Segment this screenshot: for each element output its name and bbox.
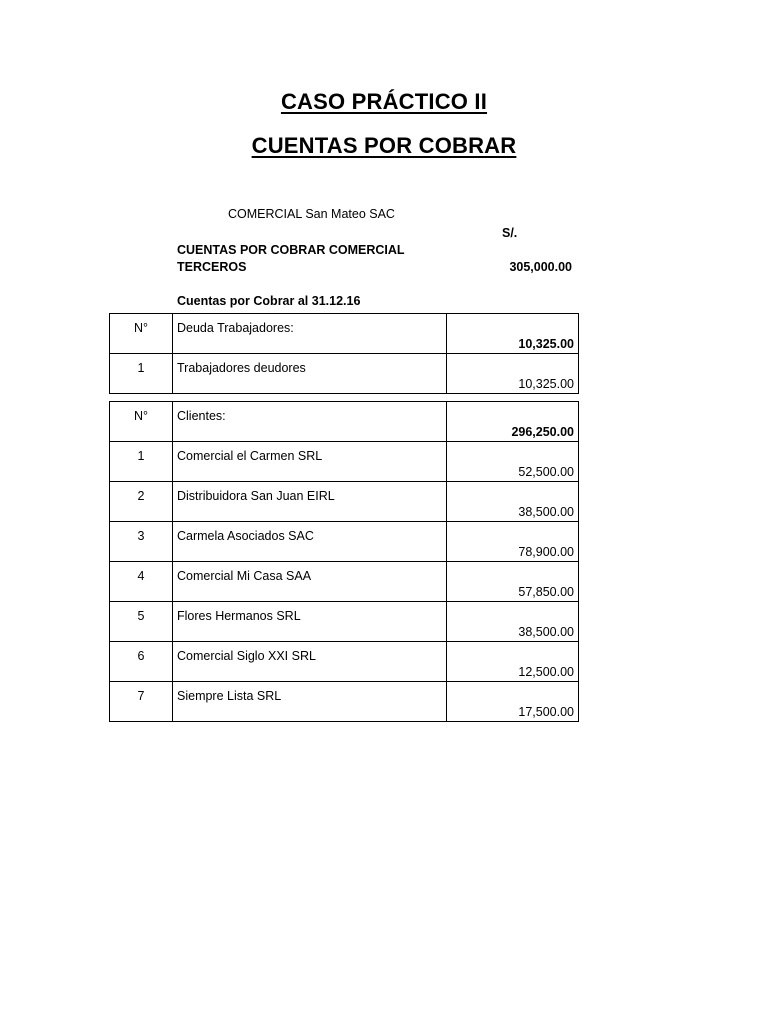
table-row <box>110 354 579 394</box>
row-label: Siempre Lista SRL <box>173 682 447 722</box>
header-number: N° <box>110 314 173 354</box>
row-label: Carmela Asociados SAC <box>173 522 447 562</box>
header-total-amount: 296,250.00 <box>447 402 579 442</box>
workers-debt-table <box>109 313 579 394</box>
row-amount: 38,500.00 <box>447 602 579 642</box>
row-number: 1 <box>110 442 173 482</box>
row-amount: 57,850.00 <box>447 562 579 602</box>
header-label: Deuda Trabajadores: <box>173 314 447 354</box>
row-amount: 12,500.00 <box>447 642 579 682</box>
row-label: Comercial Mi Casa SAA <box>173 562 447 602</box>
row-amount: 78,900.00 <box>447 522 579 562</box>
row-label: Comercial el Carmen SRL <box>173 442 447 482</box>
clients-table <box>109 401 579 722</box>
document-title: CASO PRÁCTICO II <box>280 89 488 114</box>
header-label: Clientes: <box>173 402 447 442</box>
header-total-amount: 10,325.00 <box>447 314 579 354</box>
company-name: COMERCIAL San Mateo SAC <box>228 207 395 221</box>
row-amount: 17,500.00 <box>447 682 579 722</box>
row-amount: 52,500.00 <box>447 442 579 482</box>
document-subtitle: CUENTAS POR COBRAR <box>251 133 517 158</box>
table-row <box>110 522 579 562</box>
header-number: N° <box>110 402 173 442</box>
section-subtitle: Cuentas por Cobrar al 31.12.16 <box>177 294 361 308</box>
row-amount: 10,325.00 <box>447 354 579 394</box>
account-label-line2: TERCEROS <box>177 260 247 274</box>
row-number: 4 <box>110 562 173 602</box>
row-number: 3 <box>110 522 173 562</box>
row-number: 1 <box>110 354 173 394</box>
row-number: 2 <box>110 482 173 522</box>
currency-label: S/. <box>502 226 518 240</box>
row-label: Distribuidora San Juan EIRL <box>173 482 447 522</box>
row-number: 7 <box>110 682 173 722</box>
row-amount: 38,500.00 <box>447 482 579 522</box>
table-row <box>110 682 579 722</box>
row-label: Trabajadores deudores <box>173 354 447 394</box>
table-header-row <box>110 314 579 354</box>
account-label-line1: CUENTAS POR COBRAR COMERCIAL <box>177 243 405 257</box>
table-row <box>110 482 579 522</box>
table-row <box>110 442 579 482</box>
row-label: Comercial Siglo XXI SRL <box>173 642 447 682</box>
row-number: 6 <box>110 642 173 682</box>
account-total-amount: 305,000.00 <box>509 260 572 274</box>
row-number: 5 <box>110 602 173 642</box>
table-row <box>110 562 579 602</box>
workers-table-body <box>110 314 579 394</box>
row-label: Flores Hermanos SRL <box>173 602 447 642</box>
clients-table-body <box>110 402 579 722</box>
table-row <box>110 642 579 682</box>
table-header-row <box>110 402 579 442</box>
table-row <box>110 602 579 642</box>
